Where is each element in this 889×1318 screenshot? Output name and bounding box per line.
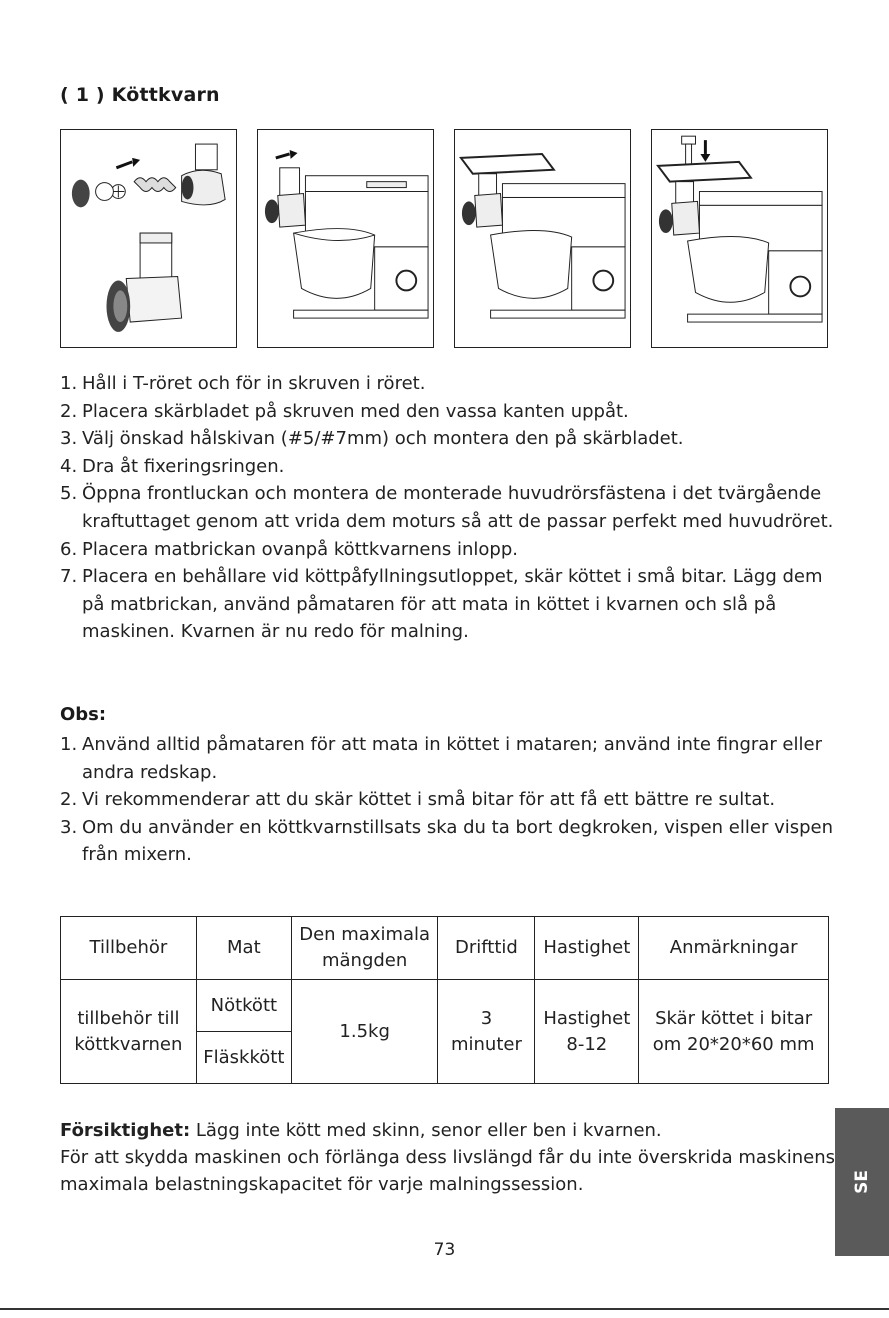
table-header-cell: Drifttid [438, 917, 535, 980]
step-text: Öppna frontluckan och montera de monterade huvudrörsfästena i det tvärgående kraftuttaget genom att vrida dem moturs så att de passar perfekt med huvudröret. [82, 483, 834, 532]
step-number: 6. [60, 538, 78, 560]
operating-time-cell: 3 minuter [438, 980, 535, 1084]
step-text: Välj önskad hålskivan (#5/#7mm) och montera den på skärbladet. [82, 428, 684, 450]
table-header-cell: Anmärkningar [639, 917, 829, 980]
mixer-with-grinder-illustration [258, 130, 433, 347]
step-7 [60, 563, 850, 646]
notes-list [60, 731, 850, 869]
max-amount-cell: 1.5kg [291, 980, 438, 1084]
page-number: 73 [433, 1240, 456, 1260]
specification-table [60, 916, 829, 1084]
note-1 [60, 731, 850, 786]
language-tab-label: SE [852, 1170, 872, 1194]
step-text: Dra åt fixeringsringen. [82, 455, 285, 477]
step-number: 3. [60, 428, 78, 450]
step-3 [60, 425, 850, 453]
step-5 [60, 480, 850, 535]
mixer-with-pusher-illustration [652, 130, 827, 347]
step-4 [60, 453, 850, 481]
step-number: 2. [60, 400, 78, 422]
step-6 [60, 536, 850, 564]
step-text: Placera en behållare vid köttpåfyllningsutloppet, skär köttet i små bitar. Lägg dem på matbrickan, använd påmataren för att mata in köttet i kvarnen och slå på maskinen. Kvarnen är nu redo för malning. [82, 566, 823, 643]
food-cell: Fläskkött [196, 1032, 291, 1084]
speed-cell: Hastighet 8-12 [535, 980, 639, 1084]
table-header-cell: Den maximala mängden [291, 917, 438, 980]
caution-text: Lägg inte kött med skinn, senor eller ben i kvarnen. [190, 1120, 662, 1141]
caution-text: För att skydda maskinen och förlänga dess livslängd får du inte överskrida maskinens maximala belastningskapacitet för varje malningssession. [60, 1147, 836, 1195]
step-number: 4. [60, 455, 78, 477]
note-text: Använd alltid påmataren för att mata in köttet i mataren; använd inte fingrar eller andra redskap. [82, 734, 822, 783]
table-row [61, 980, 829, 1032]
table-header-cell: Hastighet [535, 917, 639, 980]
note-2 [60, 786, 850, 814]
note-text: Vi rekommenderar att du skär köttet i små bitar för att få ett bättre re sultat. [82, 789, 776, 811]
step-number: 7. [60, 566, 78, 588]
caution-paragraph [60, 1117, 840, 1198]
caution-line [60, 1117, 840, 1144]
remarks-cell: Skär köttet i bitar om 20*20*60 mm [639, 980, 829, 1084]
note-number: 3. [60, 816, 78, 838]
step-2 [60, 398, 850, 426]
step-number: 1. [60, 373, 78, 394]
note-text: Om du använder en köttkvarnstillsats ska du ta bort degkroken, vispen eller vispen från mixern. [82, 816, 834, 866]
figure-grinder-on-mixer [257, 129, 434, 348]
step-number: 5. [60, 483, 78, 505]
notes-heading: Obs: [60, 704, 107, 725]
assembly-steps-list [60, 370, 850, 646]
note-number: 2. [60, 789, 78, 811]
disassembled-grinder-illustration [61, 130, 236, 347]
figure-tray-on-grinder [454, 129, 631, 348]
table-header-cell: Tillbehör [61, 917, 197, 980]
figure-pusher-in-grinder [651, 129, 828, 348]
step-text: Placera skärbladet på skruven med den vassa kanten uppåt. [82, 400, 629, 422]
figure-grinder-parts [60, 129, 237, 348]
note-3 [60, 814, 850, 869]
bottom-divider [0, 1308, 889, 1310]
food-cell: Nötkött [196, 980, 291, 1032]
table-header-cell: Mat [196, 917, 291, 980]
step-text: Håll i T-röret och för in skruven i röret. [82, 373, 426, 394]
section-heading: ( 1 ) Köttkvarn [60, 84, 220, 106]
mixer-with-tray-illustration [455, 130, 630, 347]
step-1 [60, 370, 850, 398]
caution-label: Försiktighet: [60, 1120, 191, 1141]
table-header-row [61, 917, 829, 980]
language-tab [835, 1108, 889, 1256]
step-text: Placera matbrickan ovanpå köttkvarnens inlopp. [82, 538, 518, 560]
accessory-cell: tillbehör till köttkvarnen [61, 980, 197, 1084]
note-number: 1. [60, 734, 78, 755]
